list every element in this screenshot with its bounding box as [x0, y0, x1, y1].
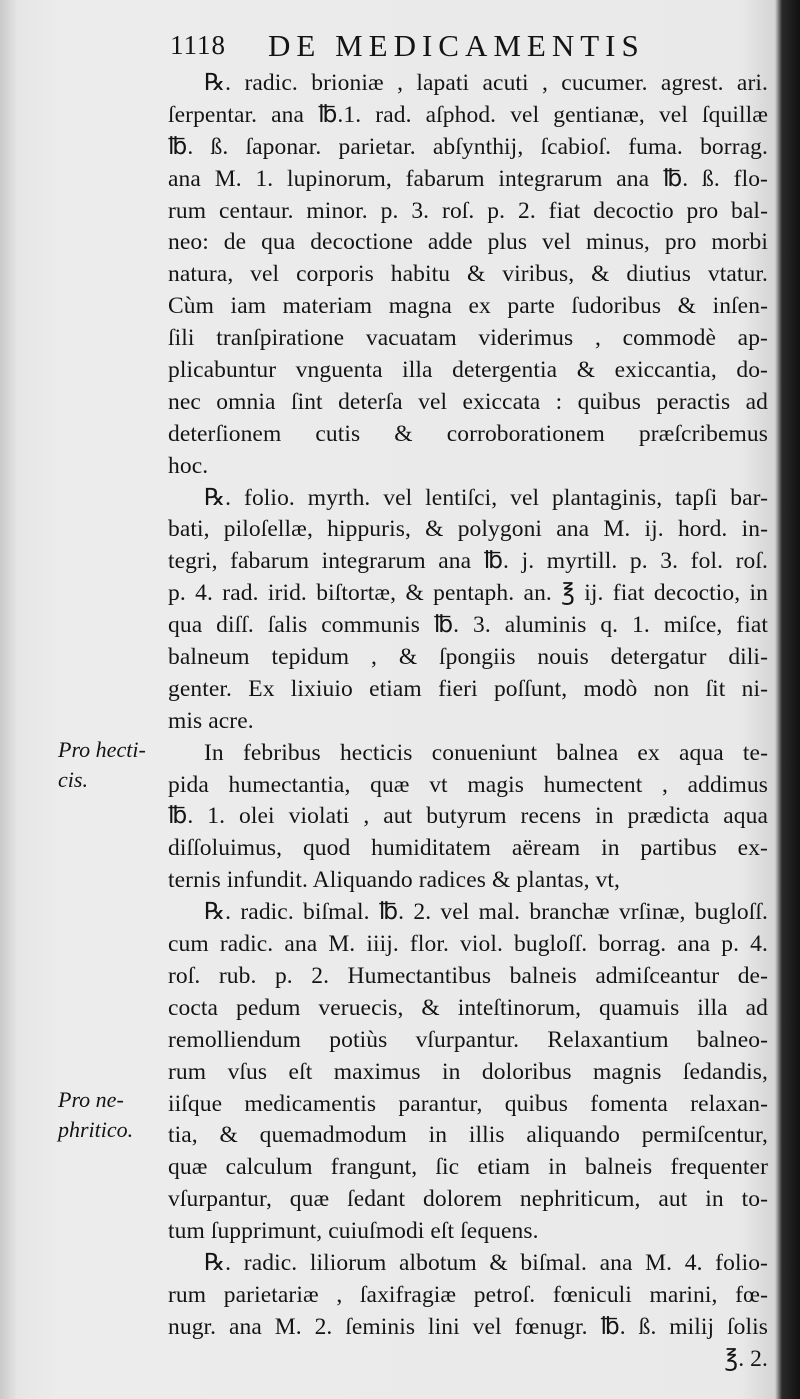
margin-note-line: Pro hecti- [58, 737, 146, 762]
text-line: neo: de qua decoctione adde plus vel minus, pro morbi [168, 229, 768, 256]
text-line: ℞. folio. myrth. vel lentiſci, vel plantaginis, tapſi bar- [204, 484, 768, 511]
text-line: ℔. 1. olei violati , aut butyrum recens in prædicta aqua [168, 803, 768, 830]
text-line: hoc. [168, 452, 209, 479]
text-line: iiſque medicamentis parantur, quibus fomenta relaxan- [168, 1090, 768, 1117]
margin-note-line: cis. [58, 767, 88, 792]
text-line: In febribus hecticis conueniunt balnea ex aqua te- [204, 739, 768, 766]
text-line: pida humectantia, quæ vt magis humectent , addimus [168, 771, 768, 798]
text-line: Cùm iam materiam magna ex parte ſudoribus & inſen- [168, 293, 768, 320]
text-line: ℥. 2. [724, 1345, 768, 1372]
text-line: remolliendum potiùs vſurpantur. Relaxantium balneo- [168, 1026, 768, 1053]
text-line: balneum tepidum , & ſpongiis nouis detergatur dili- [168, 644, 768, 671]
text-line: tegri, fabarum integrarum ana ℔. j. myrtill. p. 3. fol. roſ. [168, 548, 768, 575]
text-line: rum parietariæ , ſaxifragiæ petroſ. fœniculi marini, fœ- [168, 1281, 768, 1308]
running-head: DE MEDICAMENTIS [268, 28, 645, 63]
text-line: ſerpentar. ana ℔.1. rad. aſphod. vel gentianæ, vel ſquillæ [168, 101, 768, 128]
text-line: ℞. radic. biſmal. ℔. 2. vel mal. branchæ vrſinæ, bugloſſ. [204, 899, 768, 926]
page-number: 1118 [170, 30, 226, 60]
text-line: vſurpantur, quæ ſedant dolorem nephriticum, aut in to- [168, 1186, 768, 1213]
body-text [168, 68, 768, 1376]
text-line: nec omnia ſint deterſa vel exiccata : quibus peractis ad [168, 388, 768, 415]
text-line: tum ſupprimunt, cuiuſmodi eſt ſequens. [168, 1218, 539, 1245]
text-line: diſſoluimus, quod humiditatem aëream in partibus ex- [168, 835, 768, 862]
text-line: quæ calculum frangunt, ſic etiam in balneis frequenter [168, 1154, 768, 1181]
text-line: rum vſus eſt maximus in doloribus magnis ſedandis, [168, 1058, 768, 1085]
text-line: ana M. 1. lupinorum, fabarum integrarum ana ℔. ß. flo- [168, 165, 768, 192]
text-line: ℞. radic. brioniæ , lapati acuti , cucumer. agrest. ari. [204, 70, 768, 96]
text-line: qua diſſ. ſalis communis ℔. 3. aluminis q. 1. miſce, fiat [168, 612, 768, 639]
text-line: genter. Ex lixiuio etiam fieri poſſunt, modò non ſit ni- [168, 675, 768, 702]
text-line: deterſionem cutis & corroborationem præſcribemus [168, 420, 768, 447]
text-line: nugr. ana M. 2. ſeminis lini vel fœnugr. ℔. ß. milij ſolis [168, 1313, 768, 1340]
text-line: ℔. ß. ſaponar. parietar. abſynthij, ſcabioſ. fuma. borrag. [168, 133, 768, 160]
text-line: natura, vel corporis habitu & viribus, & diutius vtatur. [168, 261, 768, 288]
text-line: ſili tranſpiratione vacuatam viderimus , commodè ap- [168, 325, 768, 352]
margin-note-pro-hecticis [58, 735, 163, 795]
text-line: ternis infundit. Aliquando radices & plantas, vt, [168, 867, 620, 894]
text-line: tia, & quemadmodum in illis aliquando permiſcentur, [168, 1122, 768, 1149]
text-line: mis acre. [168, 707, 254, 734]
margin-note-line: Pro ne- [58, 1087, 124, 1112]
text-line: ℞. radic. liliorum albotum & biſmal. ana M. 4. folio- [204, 1249, 768, 1276]
margin-note-pro-nephritico [58, 1085, 163, 1145]
text-line: rum centaur. minor. p. 3. roſ. p. 2. fiat decoctio pro bal- [168, 197, 768, 224]
text-line: p. 4. rad. irid. biſtortæ, & pentaph. an. ℥ ij. fiat decoctio, in [168, 580, 768, 607]
text-line: cum radic. ana M. iiij. flor. viol. bugloſſ. borrag. ana p. 4. [168, 931, 768, 958]
text-line: bati, piloſellæ, hippuris, & polygoni ana M. ij. hord. in- [168, 516, 768, 543]
margin-note-line: phritico. [58, 1117, 134, 1142]
text-line: roſ. rub. p. 2. Humectantibus balneis admiſceantur de- [168, 962, 768, 989]
text-line: cocta pedum veruecis, & inteſtinorum, quamuis illa ad [168, 994, 768, 1021]
text-line: plicabuntur vnguenta illa detergentia & exiccantia, do- [168, 357, 768, 384]
